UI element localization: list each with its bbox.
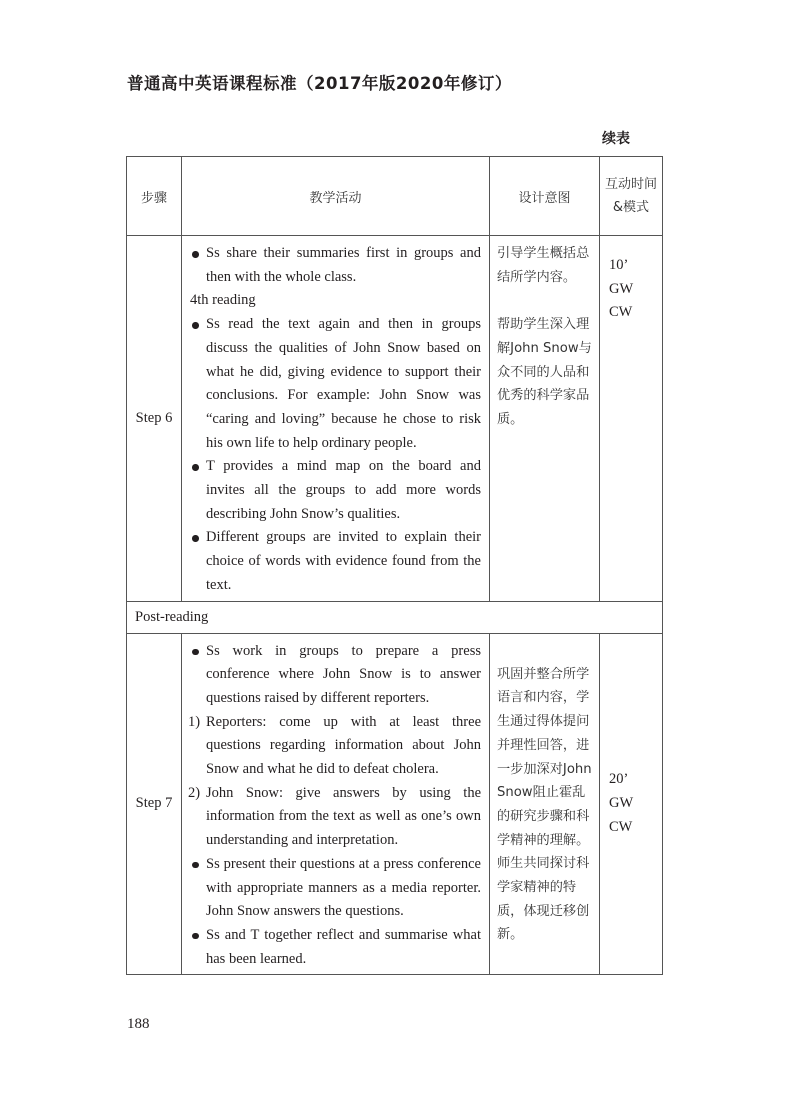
activity-cell (182, 236, 490, 602)
activity-numbered-item: 2) John Snow: give answers by using the information from the text as well as one’s own understanding and interpretation. (188, 784, 481, 849)
lesson-plan-table (126, 156, 663, 975)
mode-group: GW (609, 795, 634, 812)
page-header-title: 普通高中英语课程标准（2017年版2020年修订） (127, 74, 512, 93)
intent-text: 帮助学生深入理解John Snow与众不同的人品和优秀的科学家品质。 (497, 317, 592, 427)
column-header-mode: 互动时间&模式 (600, 157, 663, 236)
activity-bullet: Ss present their questions at a press conference with appropriate manners as a media reporter. John Snow answers the questions. (190, 853, 481, 924)
activity-bullet: Ss read the text again and then in groups discuss the qualities of John Snow based on what he did, giving evidence to support their conclusions. For example: John Snow was “caring and loving” because he chose to risk his own life to help ordinary people. (190, 313, 481, 455)
intent-text: 引导学生概括总结所学内容。 (497, 246, 590, 285)
activity-subheading: 4th reading (190, 292, 256, 309)
intent-text: 巩固并整合所学语言和内容，学生通过得体提问并理性回答，进一步加深对John Snow阻止霍乱的研究步骤和科学精神的理解。师生共同探讨科学家精神的特质，体现迁移创新。 (497, 666, 592, 943)
section-label: Post-reading (127, 601, 663, 633)
activity-bullet: Ss and T together reflect and summarise what has been learned. (190, 924, 481, 971)
column-header-activity: 教学活动 (182, 157, 490, 236)
intent-cell (490, 633, 600, 975)
mode-class: CW (609, 304, 633, 321)
activity-bullet: T provides a mind map on the board and invites all the groups to add more words describing John Snow’s qualities. (190, 455, 481, 526)
table-row (127, 633, 663, 975)
activity-cell (182, 633, 490, 975)
activity-bullet: Ss share their summaries first in groups and then with the whole class. (190, 242, 481, 289)
table-row (127, 236, 663, 602)
page-number: 188 (127, 1016, 150, 1032)
mode-time: 20’ (609, 771, 629, 788)
continued-label: 续表 (602, 131, 630, 147)
activity-bullet: Different groups are invited to explain their choice of words with evidence found from the text. (190, 526, 481, 597)
column-header-step: 步骤 (127, 157, 182, 236)
mode-group: GW (609, 280, 634, 297)
column-header-intent: 设计意图 (490, 157, 600, 236)
table-header-row (127, 157, 663, 236)
activity-bullet: Ss work in groups to prepare a press conference where John Snow is to answer questions raised by different reporters. (190, 640, 481, 711)
step-cell: Step 6 (127, 236, 182, 602)
activity-numbered-item: 1) Reporters: come up with at least three questions regarding information about John Snow and what he did to defeat cholera. (188, 713, 481, 778)
mode-class: CW (609, 818, 633, 835)
mode-cell (600, 236, 663, 602)
mode-cell (600, 633, 663, 975)
mode-time: 10’ (609, 257, 629, 273)
section-row (127, 601, 663, 633)
step-cell: Step 7 (127, 633, 182, 975)
intent-cell (490, 236, 600, 602)
